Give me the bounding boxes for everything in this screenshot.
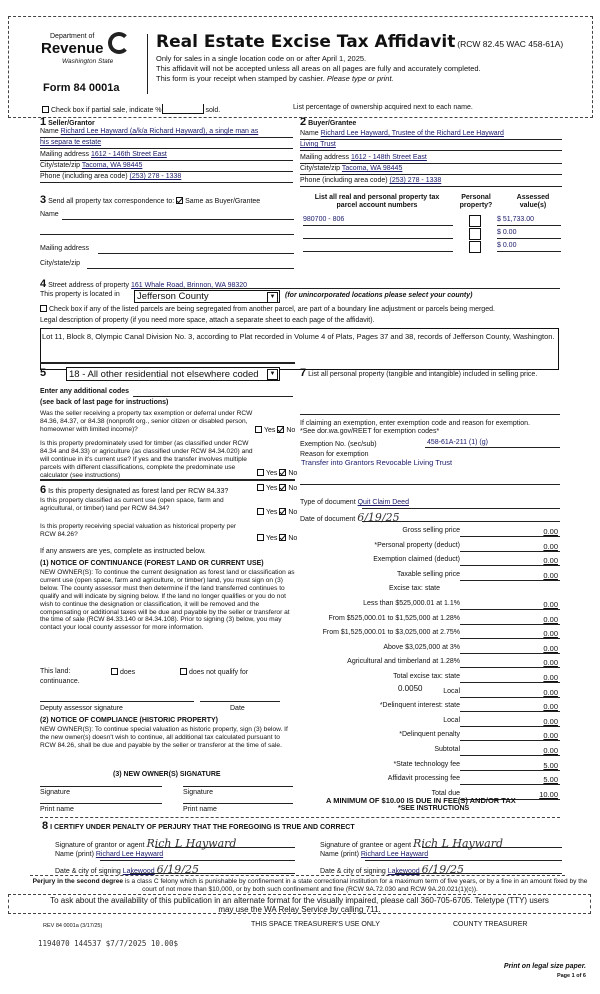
fee-label: Excise tax: state xyxy=(389,585,440,593)
fee-line xyxy=(460,638,560,639)
fee-label: Gross selling price xyxy=(402,527,460,534)
new-owner-sig-title: (3) NEW OWNER(S) SIGNATURE xyxy=(113,771,221,778)
q-historical: Is this property receiving special valuation as historical property per RCW 84.26? xyxy=(40,523,237,538)
notice-continuance-title: (1) NOTICE OF CONTINUANCE (FOREST LAND OR CURRENT USE) xyxy=(40,560,264,567)
exemption-line xyxy=(425,447,560,448)
fee-line xyxy=(460,726,560,727)
fee-label: From $525,000.01 to $1,525,000 at 1.28% xyxy=(328,614,460,622)
same-as-buyer-checkbox[interactable] xyxy=(176,197,183,204)
fee-label: Above $3,025,000 at 3% xyxy=(383,643,460,651)
historic-yes-checkbox[interactable] xyxy=(257,534,264,541)
seller-line xyxy=(40,160,293,161)
parcel-number-line xyxy=(303,238,453,239)
fee-label: Affidavit processing fee xyxy=(387,775,460,783)
reason-field[interactable]: Transfer into Grantors Revocable Living Trust xyxy=(301,458,453,467)
signature-label-1: Signature xyxy=(40,789,70,796)
deputy-date-input[interactable] xyxy=(200,701,280,702)
additional-codes-input[interactable] xyxy=(133,396,293,397)
assessed-value-line xyxy=(497,251,561,252)
owner-print-input-1[interactable] xyxy=(40,803,162,804)
segregate-row: Check box if any of the listed parcels are being segregated from another parcel, are part of a boundary line adjustment or parcels being merged. xyxy=(40,305,495,314)
does-option: does xyxy=(111,668,135,677)
grantor-name-line xyxy=(100,860,295,861)
fee-label: Total excise tax: state xyxy=(393,673,460,680)
grantor-city-field[interactable]: Lakewood xyxy=(122,868,155,875)
street-field[interactable]: 161 Whale Road, Brinnon, WA 98320 xyxy=(130,282,248,289)
fee-value[interactable]: 0.00 xyxy=(543,731,558,741)
seller-mail-field[interactable]: 1612 - 146th Street East xyxy=(90,151,167,158)
personal-property-input[interactable] xyxy=(300,414,560,415)
seller-heading: 1 Seller/Grantor xyxy=(40,116,95,128)
fee-row xyxy=(300,527,560,541)
legal-label: Legal description of property (if you need more space, attach a separate sheet to each page of the affidavit). xyxy=(40,317,375,324)
located-label: This property is located in xyxy=(40,291,120,298)
if-any-note: If any answers are yes, complete as instructed below. xyxy=(40,548,206,555)
doc-date-line xyxy=(362,521,560,522)
legal-description-field[interactable]: Lot 11, Block 8, Olympic Canal Division No. 3, according to Plat recorded in Volume 4 of Plats, Pages 37 and 38, records of Jefferson County, Washington. xyxy=(40,328,559,370)
exemption-label: Exemption No. (sec/sub) xyxy=(300,441,377,448)
fee-value[interactable]: 0.00 xyxy=(543,702,558,712)
fee-line xyxy=(460,609,560,610)
grantor-sig-row: Signature of grantor or agent Rich L Hayward xyxy=(55,837,237,850)
see-instructions: *SEE INSTRUCTIONS xyxy=(398,805,470,812)
deputy-label: Deputy assessor signature xyxy=(40,705,123,712)
fee-label: Local xyxy=(443,716,460,724)
fee-line xyxy=(460,653,560,654)
seller-line xyxy=(40,137,293,138)
owner-print-input-2[interactable] xyxy=(183,803,293,804)
fee-line xyxy=(460,682,560,683)
fee-line xyxy=(460,536,560,537)
divider xyxy=(30,875,565,876)
personal-property-label: 7 List all personal property (tangible and intangible) included in selling price. xyxy=(300,367,538,379)
fee-value[interactable]: 0.00 xyxy=(543,716,558,726)
section-5-number: 5 xyxy=(40,367,47,379)
fee-value[interactable]: 0.00 xyxy=(543,541,558,551)
seller-name-field[interactable]: Richard Lee Hayward (a/k/a Richard Hayward), a single man as xyxy=(60,128,259,135)
grantee-name-field[interactable]: Richard Lee Hayward xyxy=(360,851,429,858)
grantee-date-field[interactable]: 6/19/25 xyxy=(421,863,464,876)
fee-row xyxy=(300,644,560,658)
legal-paper-note: Print on legal size paper. xyxy=(503,963,586,970)
dor-logo-icon xyxy=(108,32,130,54)
fee-value[interactable]: 0.00 xyxy=(543,600,558,609)
q-forest-land: 6 Is this property designated as forest land per RCW 84.33? xyxy=(40,484,229,496)
state-label: Washington State xyxy=(62,58,114,65)
buyer-city-field[interactable]: Tacoma, WA 98445 xyxy=(341,165,403,172)
print-name-label-2: Print name xyxy=(183,806,217,813)
corr-name-input[interactable] xyxy=(62,219,294,220)
buyer-heading: 2 Buyer/Grantee xyxy=(300,116,357,128)
historic-no-checkbox[interactable] xyxy=(279,534,286,541)
rev-number: REV 84 0001a (3/17/25) xyxy=(43,923,103,929)
q3-answers: Yes No xyxy=(257,484,297,493)
corr-name-input-2[interactable] xyxy=(40,234,294,235)
q4-answers: Yes No xyxy=(257,508,297,517)
county-treasurer: COUNTY TREASURER xyxy=(453,921,528,928)
buyer-name-field-2[interactable]: Living Trust xyxy=(300,141,336,148)
buyer-line xyxy=(300,186,562,187)
correspondence-heading: 3 Send all property tax correspondence to: Same as Buyer/Grantee xyxy=(40,194,261,206)
exemption-note: If claiming an exemption, enter exemption code and reason for exemption. *See dor.wa.gov/REET for exemption codes* xyxy=(300,420,530,436)
fee-label: *Delinquent interest: state xyxy=(379,702,460,710)
personal-col-header: Personal property? xyxy=(459,194,493,210)
fee-value[interactable]: 0.00 xyxy=(543,629,558,639)
assessed-value-line xyxy=(497,238,561,239)
fee-label: *Personal property (deduct) xyxy=(374,541,460,549)
fee-line xyxy=(460,565,560,566)
fee-row xyxy=(300,775,560,789)
fee-value[interactable]: 0.00 xyxy=(543,658,558,668)
grantor-name-row: Name (print) Richard Lee Hayward xyxy=(55,851,164,858)
grantor-date-line xyxy=(130,873,295,874)
grantee-signature[interactable]: Rich L Hayward xyxy=(413,837,504,850)
deputy-signature-input[interactable] xyxy=(40,701,194,702)
does-qualify-checkbox[interactable] xyxy=(111,668,118,675)
corr-name-label: Name xyxy=(40,211,59,218)
fee-value[interactable]: 0.00 xyxy=(543,614,558,624)
header-line-3: This form is your receipt when stamped by cashier. Please type or print. xyxy=(156,74,394,83)
ownership-note: List percentage of ownership acquired next to each name. xyxy=(293,104,473,111)
signature-label-2: Signature xyxy=(183,789,213,796)
buyer-mail-field[interactable]: 1612 - 148th Street East xyxy=(350,154,427,161)
grantor-name-field[interactable]: Richard Lee Hayward xyxy=(95,851,164,858)
fee-row xyxy=(300,615,560,629)
doc-date-row: Date of document 6/19/25 xyxy=(300,511,400,524)
fee-line xyxy=(460,711,560,712)
assessed-value-field[interactable]: $ 0.00 xyxy=(497,229,517,236)
seller-line xyxy=(40,182,293,183)
buyer-line xyxy=(300,163,562,164)
q2-no-checkbox[interactable] xyxy=(279,469,286,476)
certify-statement: 8 I CERTIFY UNDER PENALTY OF PERJURY THAT THE FOREGOING IS TRUE AND CORRECT xyxy=(42,820,355,832)
deputy-date-label: Date xyxy=(230,705,245,712)
grantor-sig-line xyxy=(155,847,295,848)
use-code-select[interactable]: 18 - All other residential not elsewhere coded ▼ xyxy=(66,367,280,381)
buyer-city-row: City/state/zip Tacoma, WA 98445 xyxy=(300,165,403,172)
seller-mail-row: Mailing address 1612 - 146th Street East xyxy=(40,151,167,158)
grantor-date-row: Date & city of signing Lakewood 6/19/25 xyxy=(55,863,199,876)
fee-row xyxy=(300,688,560,702)
segregate-checkbox[interactable] xyxy=(40,305,47,312)
fee-line xyxy=(460,755,560,756)
partial-sale-checkbox[interactable] xyxy=(42,106,49,113)
fee-row xyxy=(300,600,560,614)
notice-compliance-text: NEW OWNER(S): To continue special valuation as historic property, sign (3) below. If the new owner(s) doesn't wish to continue, all additional tax calculated pursuant to RCW 84.26, shall be due and payable by the seller or transferor at the time of sale. xyxy=(40,726,288,749)
fee-row xyxy=(300,556,560,570)
assessed-value-field[interactable]: $ 0.00 xyxy=(497,242,517,249)
minimum-due-note: A MINIMUM OF $10.00 IS DUE IN FEE(S) AND/OR TAX xyxy=(326,796,516,805)
fee-value[interactable]: 0.00 xyxy=(543,527,558,536)
fee-row xyxy=(300,673,560,687)
street-row: 4 Street address of property 161 Whale Road, Brinnon, WA 98320 xyxy=(40,278,248,290)
fee-row xyxy=(300,585,560,599)
perjury-warning: Perjury in the second degree is a class C felony which is punishable by confinement in a state correctional institution for a maximum term of five years, or by a fine in an amount fixed by the court of not more than $10,000, or by both such confinement and fine (RCW 9A.72.030 and RCW 9A.20.021(1)(c)). xyxy=(32,878,588,893)
page-title: Real Estate Excise Tax Affidavit (RCW 82.45 WAC 458-61A) xyxy=(156,32,564,52)
fee-row xyxy=(300,717,560,731)
fee-label: From $1,525,000.01 to $3,025,000 at 2.75% xyxy=(322,629,460,637)
chevron-down-icon[interactable]: ▼ xyxy=(267,292,278,303)
fee-row xyxy=(300,571,560,585)
fee-line xyxy=(460,551,560,552)
current-use-no-checkbox[interactable] xyxy=(279,508,286,515)
fee-value[interactable]: 0.00 xyxy=(543,746,558,755)
fee-value[interactable]: 0.00 xyxy=(543,570,558,580)
alt-format-notice: To ask about the availability of this publication in an alternate format for the visually impaired, please call 360-705-6705. Teletype (TTY) users may use the WA Relay Service by calling 711. xyxy=(8,894,591,914)
q-current-use: Is this property classified as current use (open space, farm and agricultural, or timber) land per RCW 84.34? xyxy=(40,497,224,512)
q2-answers: Yes No xyxy=(257,469,297,478)
q1-no-checkbox[interactable] xyxy=(277,426,284,433)
buyer-line xyxy=(300,174,562,175)
fee-label: Total due xyxy=(431,789,460,797)
notice-continuance-text: NEW OWNER(S): To continue the current designation as forest land or classification as current use (open space, farm and agriculture, or timber) land, you must sign on (3) below. The county assessor must then determine if the land transferred continues to qualify and will indicate by signing below. If the land no longer qualifies or you do not wish to continue the designation or classification, it will be removed and the compensating or additional taxes will be due and payable by the seller or transferor at the time of sale (RCW 84.33.140 or 84.34.108). Prior to signing (3) below, you may contact your local county assessor for more information. xyxy=(40,569,295,632)
buyer-name-field[interactable]: Richard Lee Hayward, Trustee of the Richard Lee Hayward xyxy=(320,130,504,137)
additional-codes-label: Enter any additional codes xyxy=(40,388,130,395)
grantor-signature[interactable]: Rich L Hayward xyxy=(146,837,237,850)
partial-percent-input[interactable] xyxy=(162,104,204,114)
fee-label: Taxable selling price xyxy=(396,570,460,578)
fee-value[interactable]: 5.00 xyxy=(543,775,558,785)
fee-value[interactable]: 5.00 xyxy=(543,760,558,770)
fee-line xyxy=(460,580,560,581)
parcel-number-field[interactable]: 980700 - 806 xyxy=(303,216,345,223)
corr-mail-input[interactable] xyxy=(98,253,294,254)
corr-mail-label: Mailing address xyxy=(40,245,90,252)
grantee-name-line xyxy=(365,860,562,861)
page-number: Page 1 of 6 xyxy=(556,973,586,979)
divider xyxy=(40,479,295,481)
fee-line xyxy=(460,667,560,668)
divider xyxy=(40,817,560,818)
corr-city-label: City/state/zip xyxy=(40,260,81,267)
see-back-note: (see back of last page for instructions) xyxy=(40,399,169,406)
fee-row xyxy=(300,542,560,556)
exemption-no-field[interactable]: 458-61A-211 (1) (g) xyxy=(427,439,488,446)
partial-sale: Check box if partial sale, indicate % sold. xyxy=(42,104,220,115)
fee-label: Local xyxy=(443,687,460,695)
assessed-value-line xyxy=(497,225,561,226)
fee-row xyxy=(300,746,560,760)
owner-signature-input-1[interactable] xyxy=(40,786,162,787)
does-not-option: does not qualify for xyxy=(180,668,248,677)
fee-row xyxy=(300,761,560,775)
seller-name-field-2[interactable]: his separa te estate xyxy=(40,139,102,146)
fee-line xyxy=(460,624,560,625)
local-rate: 0.0050 xyxy=(398,684,423,693)
q1-yes-checkbox[interactable] xyxy=(255,426,262,433)
fee-row xyxy=(300,658,560,672)
grantee-date-row: Date & city of signing Lakewood 6/19/25 xyxy=(320,863,464,876)
treasurer-space: THIS SPACE TREASURER'S USE ONLY xyxy=(251,921,380,928)
fee-label: Less than $525,000.01 at 1.1% xyxy=(363,600,460,607)
q-exemption-deferral: Was the seller receiving a property tax exemption or deferral under RCW 84.36, 84.37, or 84.38 (nonprofit org., senior citizen or disabled person, homeowner with limited income)? xyxy=(40,410,253,433)
divider xyxy=(40,362,295,364)
dept-label: Department of xyxy=(50,33,95,40)
fee-line xyxy=(460,770,560,771)
personal-property-checkbox[interactable] xyxy=(469,241,481,256)
assessed-value-field[interactable]: $ 51,733.00 xyxy=(497,216,534,223)
fee-row xyxy=(300,629,560,643)
fee-row xyxy=(300,702,560,716)
buyer-line xyxy=(300,139,562,140)
forest-yes-checkbox[interactable] xyxy=(257,484,264,491)
grantee-sig-line xyxy=(422,847,562,848)
owner-signature-input-2[interactable] xyxy=(183,786,293,787)
seller-name-row: Name Richard Lee Hayward (a/k/a Richard Hayward), a single man as xyxy=(40,128,259,135)
header-divider xyxy=(147,34,148,94)
seller-phone-field[interactable]: (253) 278 - 1338 xyxy=(129,173,182,180)
buyer-phone-field[interactable]: (253) 278 - 1338 xyxy=(389,177,442,184)
fee-value[interactable]: 0.00 xyxy=(543,556,558,566)
form-number: Form 84 0001a xyxy=(43,82,120,94)
fee-line xyxy=(460,697,560,698)
street-line xyxy=(140,288,560,289)
doc-type-row: Type of document Quit Claim Deed xyxy=(300,499,409,506)
seller-city-row: City/state/zip Tacoma, WA 98445 xyxy=(40,162,143,169)
fee-value[interactable]: 10.00 xyxy=(539,789,558,799)
doc-date-field[interactable]: 6/19/25 xyxy=(357,511,400,524)
q2-yes-checkbox[interactable] xyxy=(257,469,264,476)
continuance-label: continuance. xyxy=(40,678,80,685)
header-line-2: This affidavit will not be accepted unless all areas on all pages are fully and accurately completed. xyxy=(156,64,481,73)
seller-phone-row: Phone (including area code) (253) 278 - 1338 xyxy=(40,173,182,180)
q5-answers: Yes No xyxy=(257,534,297,543)
reason-line xyxy=(300,484,560,485)
forest-no-checkbox[interactable] xyxy=(279,484,286,491)
fee-value[interactable]: 0.00 xyxy=(543,687,558,697)
parcel-col-header: List all real and personal property tax parcel account numbers xyxy=(314,194,440,210)
fee-value[interactable]: 0.00 xyxy=(543,643,558,653)
fee-label: *State technology fee xyxy=(393,760,460,768)
buyer-line xyxy=(300,150,562,151)
doc-type-field[interactable]: Quit Claim Deed xyxy=(357,499,409,506)
fee-label: Exemption claimed (deduct) xyxy=(373,556,460,564)
fee-line xyxy=(460,740,560,741)
chevron-down-icon[interactable]: ▼ xyxy=(267,369,278,380)
q-timber-agriculture: Is this property predominately used for timber (as classified under RCW 84.34 and 84.33) or agriculture (as classified under RCW 84.34.020) and will continue in it's current use? If yes and the transfer involves multiple parcels with different classifications, complete the predominate use calculator (see instructions) xyxy=(40,440,253,479)
buyer-phone-row: Phone (including area code) (253) 278 - 1338 xyxy=(300,177,442,184)
county-select[interactable]: Jefferson County ▼ xyxy=(134,290,280,303)
buyer-mail-row: Mailing address 1612 - 148th Street East xyxy=(300,154,427,161)
grantee-sig-row: Signature of grantee or agent Rich L Hayward xyxy=(320,837,504,850)
does-not-qualify-checkbox[interactable] xyxy=(180,668,187,675)
seller-city-field[interactable]: Tacoma, WA 98445 xyxy=(81,162,143,169)
fee-value[interactable]: 0.00 xyxy=(543,673,558,682)
grantee-date-line xyxy=(395,873,562,874)
corr-city-input[interactable] xyxy=(87,268,294,269)
print-name-label-1: Print name xyxy=(40,806,74,813)
grantee-name-row: Name (print) Richard Lee Hayward xyxy=(320,851,429,858)
cashier-stamp: 1194070 144537 $7/7/2025 10.00$ xyxy=(38,939,178,948)
doc-type-line xyxy=(362,508,560,509)
fee-line xyxy=(460,784,560,785)
parcel-number-line xyxy=(303,251,453,252)
header-line-1: Only for sales in a single location code on or after April 1, 2025. xyxy=(156,54,367,63)
current-use-yes-checkbox[interactable] xyxy=(257,508,264,515)
this-land-label: This land: xyxy=(40,668,71,675)
county-note: (for unincorporated locations please select your county) xyxy=(285,292,473,299)
assessed-col-header: Assessed value(s) xyxy=(516,194,550,210)
seller-line xyxy=(40,148,293,149)
fee-label: Subtotal xyxy=(434,746,460,753)
parcel-number-line xyxy=(303,225,453,226)
q1-answers: Yes No xyxy=(255,426,295,435)
fee-label: Agricultural and timberland at 1.28% xyxy=(347,658,460,666)
grantor-date-field[interactable]: 6/19/25 xyxy=(156,863,199,876)
revenue-logo-text: Revenue xyxy=(41,40,104,57)
fee-row xyxy=(300,731,560,745)
buyer-name-row: Name Richard Lee Hayward, Trustee of the Richard Lee Hayward xyxy=(300,130,504,137)
notice-compliance-title: (2) NOTICE OF COMPLIANCE (HISTORIC PROPERTY) xyxy=(40,717,218,724)
seller-line xyxy=(40,171,293,172)
fee-label: *Delinquent penalty xyxy=(399,731,460,739)
grantee-city-field[interactable]: Lakewood xyxy=(387,868,420,875)
reason-label: Reason for exemption xyxy=(300,451,369,458)
